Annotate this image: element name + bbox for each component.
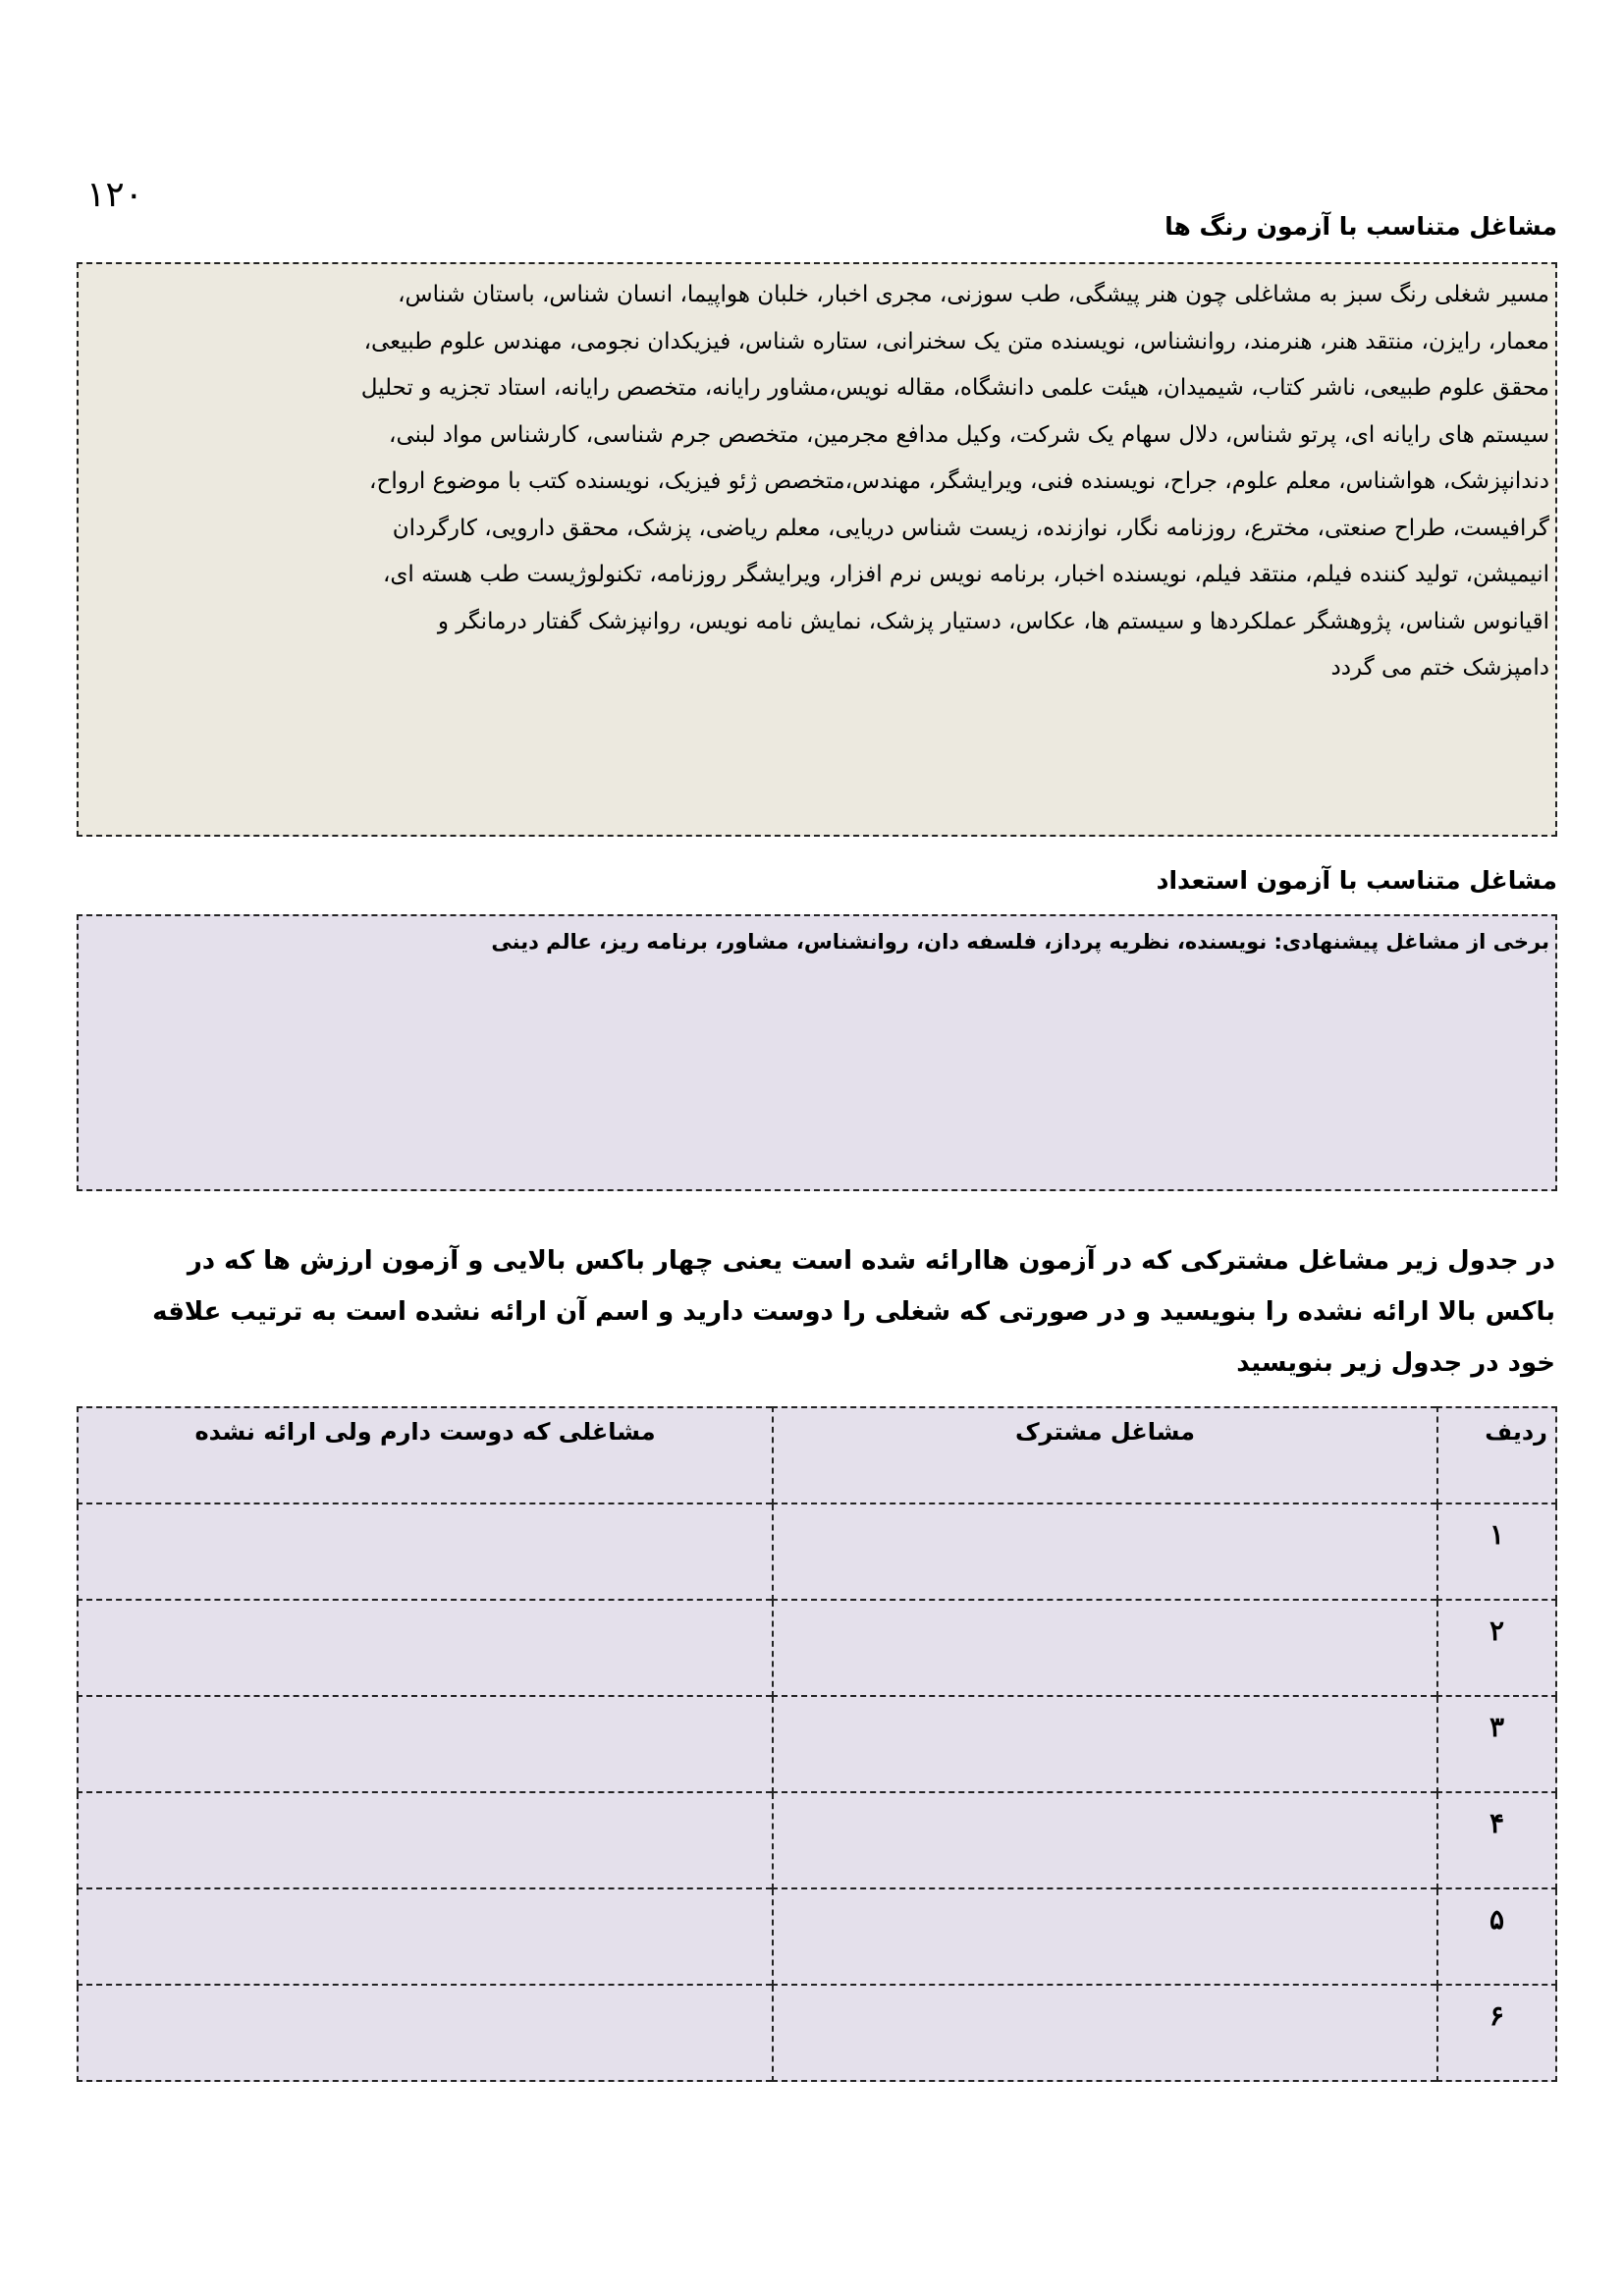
instructions-paragraph bbox=[141, 1235, 1555, 1389]
colors-line: انیمیشن، تولید کننده فیلم، منتقد فیلم، نویسنده اخبار، برنامه نویس نرم افزار، ویرایشگر روزنامه، تکنولوژیست طب هسته ای، bbox=[382, 562, 1549, 587]
common-career-cell[interactable] bbox=[773, 1985, 1437, 2081]
wanted-career-cell[interactable] bbox=[78, 1600, 773, 1696]
row-index: ۱ bbox=[1437, 1503, 1556, 1600]
table-row bbox=[78, 1792, 1556, 1888]
instructions-line: در جدول زیر مشاغل مشترکی که در آزمون هاارائه شده است یعنی چهار باکس بالایی و آزمون ارزش ها که در bbox=[187, 1246, 1555, 1276]
colors-line: گرافیست، طراح صنعتی، مخترع، روزنامه نگار، نوازنده، زیست شناس دریایی، معلم ریاضی، پزشک، محقق دارویی، کارگردان bbox=[392, 515, 1549, 541]
table-row bbox=[78, 1985, 1556, 2081]
header-common-careers: مشاغل مشترک bbox=[773, 1407, 1437, 1503]
table-row bbox=[78, 1696, 1556, 1792]
wanted-career-cell[interactable] bbox=[78, 1792, 773, 1888]
colors-line: مسیر شغلی رنگ سبز به مشاغلی چون هنر پیشگی، طب سوزنی، مجری اخبار، خلبان هواپیما، انسان شناس، باستان شناس، bbox=[398, 282, 1549, 307]
common-career-cell[interactable] bbox=[773, 1696, 1437, 1792]
wanted-career-cell[interactable] bbox=[78, 1985, 773, 2081]
colors-line: سیستم های رایانه ای، پرتو شناس، دلال سهام یک شرکت، وکیل مدافع مجرمین، متخصص جرم شناسی، کارشناس مواد لبنی، bbox=[389, 421, 1549, 448]
row-index: ۵ bbox=[1437, 1888, 1556, 1985]
header-wanted-careers: مشاغلی که دوست دارم ولی ارائه نشده bbox=[78, 1407, 773, 1503]
careers-table bbox=[77, 1406, 1557, 2082]
row-index: ۳ bbox=[1437, 1696, 1556, 1792]
colors-careers-box bbox=[77, 262, 1557, 837]
instructions-line: خود در جدول زیر بنویسید bbox=[1236, 1348, 1555, 1378]
colors-line: اقیانوس شناس، پژوهشگر عملکردها و سیستم ها، عکاس، دستیار پزشک، نمایش نامه نویس، روانپزشک گفتار درمانگر و bbox=[437, 608, 1549, 634]
common-career-cell[interactable] bbox=[773, 1503, 1437, 1600]
wanted-career-cell[interactable] bbox=[78, 1888, 773, 1985]
section-title-aptitude: مشاغل متناسب با آزمون استعداد bbox=[1156, 866, 1557, 895]
table-header-row bbox=[78, 1407, 1556, 1503]
row-index: ۶ bbox=[1437, 1985, 1556, 2081]
common-career-cell[interactable] bbox=[773, 1600, 1437, 1696]
colors-line: دندانپزشک، هواشناس، معلم علوم، جراح، نویسنده فنی، ویرایشگر، مهندس،متخصص ژئو فیزیک، نویسنده کتب با موضوع ارواح، bbox=[369, 468, 1549, 494]
header-index: ردیف bbox=[1437, 1407, 1556, 1503]
common-career-cell[interactable] bbox=[773, 1888, 1437, 1985]
section-title-colors: مشاغل متناسب با آزمون رنگ ها bbox=[1164, 212, 1557, 241]
instructions-line: باکس بالا ارائه نشده را بنویسید و در صورتی که شغلی را دوست دارید و اسم آن ارائه نشده است به ترتیب علاقه bbox=[152, 1297, 1555, 1327]
aptitude-careers-box bbox=[77, 914, 1557, 1191]
colors-line: معمار، رایزن، منتقد هنر، هنرمند، روانشناس، نویسنده متن یک سخنرانی، ستاره شناس، فیزیکدان نجومی، مهندس علوم طبیعی، bbox=[363, 328, 1549, 355]
wanted-career-cell[interactable] bbox=[78, 1696, 773, 1792]
colors-line: دامپزشک ختم می گردد bbox=[1330, 655, 1549, 681]
table-row bbox=[78, 1600, 1556, 1696]
page-number: ۱۲۰ bbox=[86, 175, 144, 215]
table-row bbox=[78, 1503, 1556, 1600]
table-row bbox=[78, 1888, 1556, 1985]
row-index: ۴ bbox=[1437, 1792, 1556, 1888]
aptitude-text: برخی از مشاغل پیشنهادی: نویسنده، نظریه پرداز، فلسفه دان، روانشناس، مشاور، برنامه ریز، عالم دینی bbox=[491, 930, 1549, 954]
wanted-career-cell[interactable] bbox=[78, 1503, 773, 1600]
row-index: ۲ bbox=[1437, 1600, 1556, 1696]
colors-line: محقق علوم طبیعی، ناشر کتاب، شیمیدان، هیئت علمی دانشگاه، مقاله نویس،مشاور رایانه، متخصص رایانه، استاد تجزیه و تحلیل bbox=[360, 375, 1549, 401]
common-career-cell[interactable] bbox=[773, 1792, 1437, 1888]
